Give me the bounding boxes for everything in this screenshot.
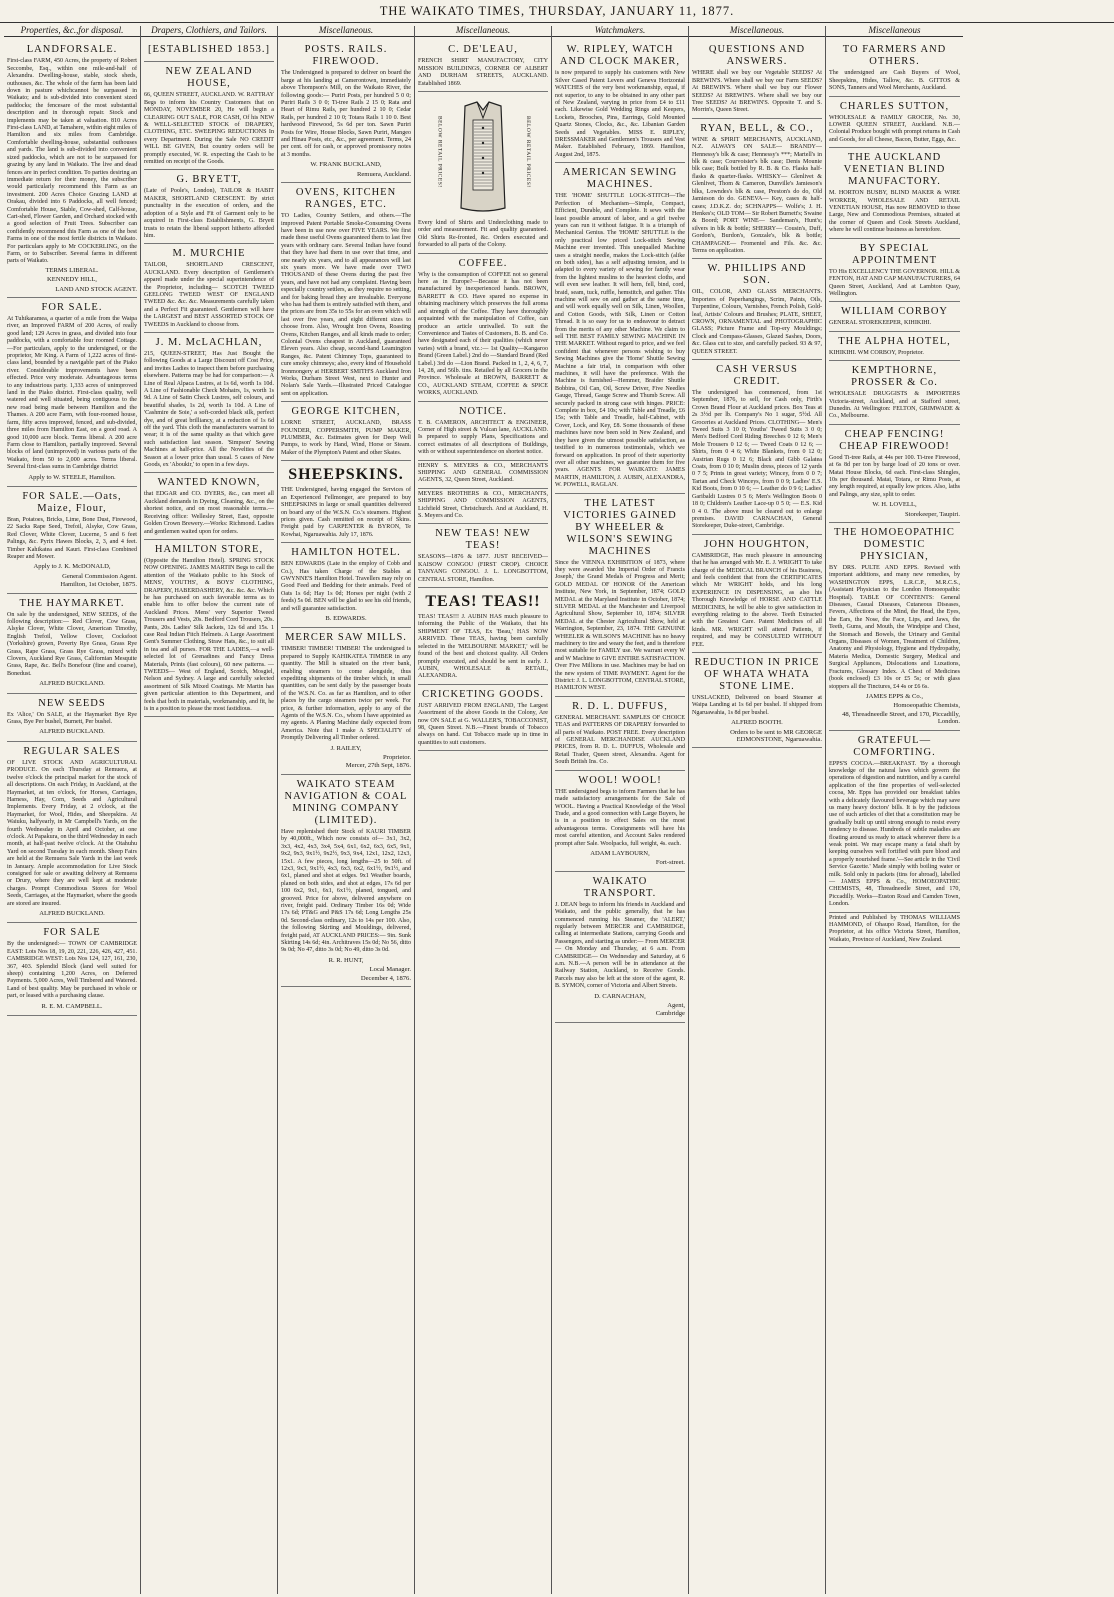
advertisement bbox=[692, 535, 822, 653]
ad-signature: Homoeopathic Chemists, bbox=[893, 702, 960, 710]
column-header: Miscellaneous. bbox=[278, 26, 414, 37]
ad-body: EPPS'S COCOA.—BREAKFAST. 'By a thorough knowledge of the natural laws which govern the operations of digestion and nutrition, and by a careful application of the fine properties of well-selected cocoa, Mr. Epps has provided our breakfast tables with a delicately flavoured beverage which may save us many heavy doctors' bills. It is by the judicious use of such articles of diet that a constitution may be gradually built up until strong enough to resist every tendency to disease. Hundreds of subtle maladies are floating around us ready to attack wherever there is a weak point. We may escape many a fatal shaft by keeping ourselves well fortified with pure blood and a properly nourished frame.'—See article in the 'Civil Service Gazette.' Made simply with boiling water or milk. Sold only in packets (tins for abroad), labelled— JAMES EPPS & Co., HOMOEOPATHIC CHEMISTS, 48, Threadneedle Street, and 170, Piccadilly. Works—Euston Road and Camden Town, London. bbox=[829, 760, 960, 908]
ad-title: WAIKATO TRANSPORT. bbox=[583, 875, 657, 899]
ad-signature: ALFRED BUCKLAND. bbox=[39, 680, 105, 688]
ad-title: FOR SALE. bbox=[41, 302, 103, 313]
advertisement bbox=[692, 40, 822, 118]
ad-title: GRATEFUL—COMFORTING. bbox=[853, 734, 936, 758]
ad-signature: 48, Threadneedle Street, and 170, Piccadilly, London. bbox=[842, 710, 960, 726]
advertisement bbox=[555, 771, 685, 872]
ad-body: At Tuhikaramea, a quarter of a mile from the Waipa river, an Improved FARM of 200 Acres, of really good land; 129 Acres in grass, and divided into four paddocks, with a comfortable four roomed Cottage.—For particulars, apply to the undersigned, or the proprietor, Mr King. A Farm of 1,222 acres of first-class land, bounded by a navigable part of the Piako river. Considerable improvements have been effected. Price very moderate. Advantageous terms to any industrious party. 1,333 acres of unimproved land in the Piako district. First-class quality, well watered and well situated, being contiguous to the new road being made between Hamilton and the Thames. A 200 acre Farm, with four-roomed house, farm, fifty acres improved, fenced, and sub-divided, three miles from Hamilton East, on a good road. A good 10,000 acre block. Terms liberal. A 200 acre Farm close to Hamilton, partially improved. Several blocks of land (unimproved) in various parts of the Waikato, from 50 to 2,000 acres. Terms liberal. Several first-class sums in Cambridge district bbox=[7, 316, 137, 471]
column-header: Miscellaneous. bbox=[689, 26, 825, 37]
ad-title: KEMPTHORNE, PROSSER & Co. bbox=[851, 365, 938, 389]
ad-body: Ex 'Alice,' On SALE, at the Haymarket Bye Rye Grass, Bye Per bushel, Burnett, Per bushel. bbox=[7, 711, 137, 726]
advertisement bbox=[281, 775, 411, 987]
advertisement bbox=[418, 40, 548, 92]
ad-body: THE Undersigned, having engaged the Services of an Experienced Fellmonger, are prepared to buy SHEEPSKINS in large or small quantities delivered on board any of the W.S.N. Co.'s steamers. Highest prices given. Cash remitted on receipt of Skins. Freight paid by CARPENTER & BYRON, Te Kowhai, Ngaruawahia. July 17, 1876. bbox=[281, 487, 411, 538]
ad-title: COFFEE. bbox=[458, 257, 508, 269]
ad-signature: D. CARNACHAN, bbox=[594, 992, 646, 1000]
ad-body: that EDGAR and CO. DYERS, &c., can meet all Auckland demands in Dyeing, Cleaning, &c., on the shortest notice, and on most reasonable terms.—Receiving office: Wellesley Street, East, opposite Golden Crown Brewery.—Works: Richmond. Ladies and gentlemen waited upon for orders. bbox=[144, 491, 274, 535]
ad-body: Good Ti-tree Rails, at 44s per 100. Ti-tree Firewood, at 6s 8d per ton by barge load of 20 tons or over. Matai House Blocks, 6d each. First-class Shingles, 10s per thousand. Matai, Totara, or Rimu Posts, at any length required, at equally low prices. Also, laths and Palings, any size, split to order. bbox=[829, 454, 960, 498]
ad-signature: KENNEDY HILL, bbox=[47, 276, 97, 284]
ad-body: The undersigned are Cash Buyers of Wool, Sheepskins, Hides, Tallow, &c. B. GITTOS & SONS, Tanners and Wool Merchants, Auckland. bbox=[829, 70, 960, 92]
ad-signature: Apply to W. STEELE, Hamilton. bbox=[28, 473, 116, 481]
advertisement bbox=[281, 183, 411, 402]
advertisement bbox=[281, 402, 411, 461]
ad-body: TIMBER! TIMBER! TIMBER! The undersigned is prepared to Supply KAHIKATEA TIMBER in any quantity. The Mill is situated on the river bank, enabling steamers to come alongside, thus expediting shipments of the timber which, in small quantities, can be sent daily by the passenger boats of the W.S.N. Co. as far as Hamilton, and to other places by the cargo steamers twice per week. For price, & further information, apply to any of the Agents of the W.S.N. Co., whom I have appointed as my agents. A Planing Machine daily expected from America. Note that I make A SPECIALITY of Promptly Delivering all Timber ordered. bbox=[281, 646, 411, 742]
column-header: Drapers, Clothiers, and Tailors. bbox=[141, 26, 277, 37]
ad-signature: Hamilton, 1st October, 1875. bbox=[60, 581, 137, 589]
ad-body: JUST ARRIVED FROM ENGLAND, The Largest Assortment of the above Goods in the Colony, Are now ON SALE at G. WALLER'S, TOBACCONIST, 98, Queen Street. N.B.—Finest brands of Tobacco always on hand. Cut Tobacco made up in time in quantities to suit customers. bbox=[418, 702, 548, 746]
advertisement bbox=[7, 40, 137, 298]
ad-signature: R. R. HUNT, bbox=[328, 956, 364, 964]
advertisement bbox=[418, 402, 548, 461]
ad-signature: Storekeeper, Taupiri. bbox=[905, 510, 960, 518]
ad-signature: W. FRANK BUCKLAND, bbox=[310, 161, 382, 169]
ad-body: OF LIVE STOCK AND AGRICULTURAL PRODUCE. On each Thursday at Remuera, at twelve o'clock the principal market for the stock of all descriptions. On each Friday, in Auckland, at the Haymarket, at ten o'clock, for Horses, Carriages, Harness, Hay, Corn, Seeds and Agricultural Implements. Every Friday, at 2 o'clock, at the Haymarket, for Wool, Hides, and Sheepskins. At Waiuku, halfyearly, in Mr Campbell's Yards, on the fourth Wednesday in April and October, at one o'clock. At Papakura, on the third Wednesday in each month, at half-past twelve o'clock. At the Otahuhu Yard on second Tuesday in each month. Sheep Fairs are held at the Remuera Sale Yards in the last week in January. Ample accommodation for Live Stock consigned for sale or awaiting delivery at Remuera or Drury, where they are well kept at moderate charges. Prompt Commodious Stores for Wool Seeds, Carriages, at the Haymarket, where the goods are stored are insured. bbox=[7, 759, 137, 907]
ad-title: WILLIAM CORBOY bbox=[840, 306, 949, 318]
newspaper-title: THE WAIKATO TIMES, THURSDAY, JANUARY 11, 1877. bbox=[379, 4, 735, 18]
ad-body: BY DRS. PULTE AND EPPS. Revised with important additions, and many new remedies, by WASHINGTON EPPS, L.R.C.P., M.R.C.S., (Assistant Physician to the London Homoeopathic Hospital). TABLE OF CONTENTS: General Diseases, Casual Diseases, Cutaneous Diseases, Fevers, Affections of the Mind, the Head, the Eyes, the Ears, the Nose, the Face, Lips, and Jaws, the Teeth, Gums, and Mouth, the Windpipe and Chest, the Stomach and Bowels, the Urinary and Genital Organs, Diseases of Women, Treatment of Children, Anatomy and Physiology, Hygiene and Hydropathy, Materia Medica, Domestic Surgery, Medical and Surgical Appliances, Dislocations and Luxations, Fractures, Glossary Index. A Chest of Medicines (book enclosed) £3 10s or £5 5s; or with glass stoppers all the Tinctures, £4 4s or £6 6s. bbox=[829, 565, 960, 690]
ad-footer: TERMS LIBERAL. bbox=[45, 266, 99, 274]
ad-signature: ALFRED BOOTH. bbox=[731, 719, 783, 727]
ad-title: CHEAP FENCING! CHEAP FIREWOOD! bbox=[839, 428, 950, 452]
advertisement bbox=[829, 523, 960, 731]
ad-title: THE HAYMARKET. bbox=[19, 597, 125, 609]
advertisement bbox=[281, 40, 411, 183]
ad-signature: Local Manager. bbox=[369, 966, 411, 974]
ad-body: TEAS! TEAS!!! J. AUBIN HAS much pleasure to informing the Public of the Waikato, that his SHIPMENT OF TEAS, Ex 'Beau,' HAS NOW ARRIVED. These TEAS, having been carefully selected in the 'MELBOURNE MARKET,' will be found of the best and choicest quality. All Orders promptly executed, and should be sent in early. J. AUBIN, WHOLESALE & RETAIL, ALEXANDRA. bbox=[418, 614, 548, 680]
ad-body: OIL, COLOR, AND GLASS MERCHANTS. Importers of Paperhangings, Scrim, Paints, Oils, Turpentine, Colours, Varnishes, French Polish, Gold-leaf, Artists' Colours and Brushes; PLATE, SHEET, CROWN, ORNAMENTAL and PHOTOGRAPHIC GLASS; Picture Frame and Top-ery Mouldings; Clock and Compass-Glasses, Glazed Sashes, Doors, &c. Glass cut to size, and carefully packed. 93 & 97, QUEEN STREET. bbox=[692, 289, 822, 355]
ad-body: TAILOR, SHORTLAND CRESCENT, AUCKLAND. Every description of Gentlemen's apparel made under the special superintendence of the Proprietor, including— SCOTCH TWEED GEELONG TWEED WEST OF ENGLAND TWEED &c. &c. &c. Measurements carefully taken and a Perfect Fit guaranteed. Gentlemen will have the LARGEST and BEST ASSORTED STOCK OF TWEEDS in Auckland to choose from. bbox=[144, 262, 274, 328]
ad-signature: Agent, bbox=[667, 1002, 685, 1010]
ad-title: RYAN, BELL, & CO., bbox=[700, 122, 814, 134]
ad-body: LORNE STREET, AUCKLAND, BRASS FOUNDER, COPPERSMITH, PUMP MAKER, PLUMBER, &c. Estimates given for Deep Well Pumps, to work by Hand, Wind, Horse or Steam. Maker of the Plympton's Patent and other Skates. bbox=[281, 420, 411, 456]
ad-title: MERCER SAW MILLS. bbox=[285, 632, 407, 644]
ad-title: BY SPECIAL APPOINTMENT bbox=[851, 242, 938, 266]
ad-title: TEAS! TEAS!! bbox=[425, 593, 541, 611]
ad-title: GEORGE KITCHEN, bbox=[291, 406, 401, 418]
ad-signature: ADAM LAYBOURN, bbox=[590, 849, 650, 857]
ad-body: CAMBRIDGE, Has much pleasure in announcing that he has arranged with Mr. E. J. WRIGHT To take charge of the MEDICAL BRANCH of his Business, and feels confident that from the CERTIFICATES which Mr WRIGHT holds, and his long EXPERIENCE IN DISPENSING, as also his Thorough Knowledge of HORSE AND CATTLE MEDICINES, he will be able to give satisfaction in everything relating to the above. Teeth Extracted with the Greatest Care. Patent Medicines of all kinds. MR. WRIGHT will attend Patients, if required, and may be CONSULTED WITHOUT FEE. bbox=[692, 552, 822, 648]
right-caption: BELOW RETAIL PRICES! bbox=[525, 116, 531, 188]
ad-title: FOR SALE bbox=[43, 927, 101, 939]
advertisement bbox=[281, 543, 411, 628]
column-2 bbox=[141, 26, 278, 1594]
ad-signature: Fort-street. bbox=[655, 859, 685, 867]
ad-title: HAMILTON HOTEL. bbox=[291, 547, 401, 559]
ad-title: CHARLES SUTTON, bbox=[839, 100, 950, 112]
ad-title: THE LATEST VICTORIES GAINED BY WHEELER & WILSON'S SEWING MACHINES bbox=[563, 497, 677, 557]
ad-signature: December 4, 1876. bbox=[360, 974, 411, 982]
ad-body: Why is the consumption of COFFEE not so general here as in Europe?—Because it has not been manufactured by inexperienced hands. BROWN, BARRETT & CO. Have spared no expense in obtaining machinery which preserves the full aroma and strength of the Coffee. They have thoroughly acquainted with the manipulation of Coffee, can produce an article unrivalled. To suit the Convenience and Tastes of Customers, B. B. and Co. have designated each of their qualities (which never varies) with a brand, viz.:— 1st Quality—Kangaroo Brand (Green Label.) 2nd do —Standard Brand (Red Label.) 3rd do —Lion Brand. Packed in 1, 2, 4, 6, 7, 14, 28, and 56lb. tins. Retailed by all Grocers in the Province. Wholesale at BROWN, BARRETT & CO., AUCKLAND STEAM, COFFEE & SPICE WORKS, AUCKLAND. bbox=[418, 271, 548, 397]
ad-body: Every kind of Shirts and Underclothing made to order and measurement. Fit and quality guaranteed. Old Shirts Re-fronted, &c. Orders executed and forwarded to all parts of the Colony. bbox=[418, 220, 548, 249]
ad-signature: Apply to J. K. McDONALD, bbox=[33, 563, 111, 571]
ad-title: REGULAR SALES bbox=[23, 745, 121, 757]
advertisement bbox=[418, 92, 548, 254]
ad-body: J. DEAN begs to inform his friends in Auckland and Waikato, and the public generally, that he has commenced running his Steamer, the 'ALERT,' regularly between MERCER and CAMBRIDGE, calling at intermediate Stations, carrying Goods and Passengers, and starting as under:— From MERCER— On Monday and Thursday, at 6 a.m. From CAMBRIDGE— On Wednesday and Saturday, at 6 a.m. N.B.—A person will be in attendance at the Railway Station, Auckland, to Receive Goods. Parcels may also be left at the store of the agent, R. B. SYMON, corner of Victoria and Albert Streets. bbox=[555, 901, 685, 990]
ad-signature: Mercer, 27th Sept, 1876. bbox=[345, 762, 411, 770]
advertisement bbox=[692, 259, 822, 360]
advertisement bbox=[692, 653, 822, 748]
columns-container bbox=[4, 26, 1110, 1594]
ad-body: WHERE shall we buy our Vegetable SEEDS? At BREWIN'S. Where shall we buy our Farm SEEDS? At BREWIN'S. Where shall we buy our Flower SEEDS? At BREWIN'S. Where shall we buy our Tree SEEDS? At BREWIN'S. Opposite T. and S. Morrin's, Queen Street. bbox=[692, 70, 822, 114]
advertisement bbox=[829, 425, 960, 523]
ad-title: WOOL! WOOL! bbox=[578, 774, 662, 786]
ad-title: [ESTABLISHED 1853.] bbox=[148, 44, 270, 56]
ad-signature: B. EDWARDS. bbox=[325, 614, 367, 622]
ad-body: 66, QUEEN STREET, AUCKLAND. W. RATTRAY Begs to inform his Country Customers that on MONDAY, NOVEMBER 20, He will begin a CLEARING OUT SALE, FOR CASH, Of his NEW & WELL-SELECTED STOCK of DRAPERY, CLOTHING, ETC. SWEEPING REDUCTIONS In every Department. During the Sale NO CREDIT WILL BE GIVEN, But country orders will be promptly executed, W. R. expecting the Cash to be remitted on receipt of the Goods. bbox=[144, 92, 274, 166]
ad-body: BEN EDWARDS (Late in the employ of Cobb and Co.), Has taken Charge of the Stables at GWYNNE'S Hamilton Hotel. Travellers may rely on Good Feed and Bedding for their animals. Feed of Oats 1s 6d; Hay 1s 0d; Horses per night (with 2 feeds) 5s 0d. BEN will be glad to see his old friends, and will guarantee satisfaction. bbox=[281, 561, 411, 612]
ad-title: POSTS. RAILS. FIREWOOD. bbox=[304, 44, 388, 68]
ad-signature: R. E. M. CAMPBELL. bbox=[41, 1002, 103, 1010]
ad-title: CASH VERSUS CREDIT. bbox=[716, 364, 798, 387]
ad-title: JOHN HOUGHTON, bbox=[704, 538, 810, 550]
column-7 bbox=[826, 26, 963, 1594]
advertisement bbox=[829, 332, 960, 361]
advertisement bbox=[281, 461, 411, 543]
advertisement bbox=[144, 170, 274, 244]
ad-body: T. B. CAMERON, ARCHITECT & ENGINEER, Corner of High street & Vulcan lane, AUCKLAND. Is prepared to supply Plans, Specifications and correct estimates of all descriptions of Buildings, with or without superintendence on shortest notice. bbox=[418, 419, 548, 456]
advertisement bbox=[555, 494, 685, 697]
ad-signature: Orders to be sent to MR GEORGE EDMONSTONE, Ngaruawahia. bbox=[730, 728, 822, 744]
advertisement bbox=[7, 594, 137, 694]
advertisement bbox=[829, 731, 960, 913]
ad-body: THE undersigned begs to inform Farmers that he has made satisfactory arrangements for the Sale of WOOL. Having a Practical Knowledge of the Wool Trade, and a good connection with Large Buyers, he is in a position to effect Sales on the most advantageous terms. Consignments will have his most careful attention, and Account Sales rendered prompt after Sale. Woolpacks, full weight, 4s. each. bbox=[555, 788, 685, 847]
ad-title: WANTED KNOWN, bbox=[157, 477, 261, 489]
advertisement bbox=[555, 872, 685, 1023]
ad-body: (Opposite the Hamilton Hotel). SPRING STOCK NOW OPENING. JAMES MARTIN Begs to call the attention of the Waikato public to his Stock of MENS', YOUTHS', & BOYS' CLOTHING, DRAPERY, HABERDASHERY, &c. &c. &c. Which he has purchased on such favorable terms as to enable him to offer below the current rate of Auckland Prices. Mens' very Superior Tweed Trousers and Vests, 20s. Bedford Cord Trousers, 20s. Pants, 20s. Ladies' Silk Jackets, 12s 6d and 15s. 1 case Real Indian Fitch Helmets. A Large Assortment Gent's Summer Clothing, Straw Hats, &c., to suit all in tea and all purses. FOR THE LADIES,—a well-selected lot of Grenadines and Fancy Dress Materials, Prints (fast colours), 60 new patterns. —TWEEDS— West of England, Scotch, Mosgiel, Nelson and Sydney. A large and carefully selected assortment of Silk Mixed Coatings. Mr Martin has given particular attention to this Department, and feels that both in materials, workmanship, and fit, he is in a position to please the most fastidious. bbox=[144, 557, 274, 713]
advertisement bbox=[692, 360, 822, 535]
advertisement bbox=[829, 239, 960, 303]
ad-title: LANDFORSALE. bbox=[26, 44, 118, 56]
ad-body: GENERAL STOREKEEPER, KIHIKIHI. bbox=[829, 320, 932, 327]
advertisement bbox=[144, 40, 274, 62]
ad-body: TO Ladies, Country Settlers, and others.—The improved Patent Portable Smoke-Consuming Ovens have been in use now over FIVE YEARS. We first made these useful Ovens guaranteed them to last five years with ordinary care. Several Indian have found that they have had them in use over that time, and one nearly six years, and to all appearances will last six years more. We have made over TWO THOUSAND of these Ovens during the past five years, and have not had any complaint. Having been especially country settlers, as they require no setting, and for baking bread they are invaluable. Everyone who has had them is entirely satisfied with them, and the prices are from 35s to 55s for an oven which will last over five years, and eight different sizes to choose from. Also, Wrought Iron Ovens, Roasting Ovens, Kitchen Ranges, and all kinds made to order; Colonial Ovens cheapest in Auckland, guaranteed Eleven years. Also cheap, second-hand Leamington Ranges, &c. Patent Chimney Tops, guaranteed to cure smoky chimneys; also, every kind of Household Ironmongery at HERBERT SMITH'S Auckland Iron Works, Durham Street West, next to Hunter and Nolan's Sale Yards.—Illustrated Priced Catalogue sent on application. bbox=[281, 213, 411, 397]
ad-title: WAIKATO STEAM NAVIGATION & COAL MINING COMPANY (LIMITED). bbox=[284, 778, 408, 826]
advertisement bbox=[555, 163, 685, 493]
shirt-illustration bbox=[435, 98, 531, 216]
ad-title: CRICKETING GOODS. bbox=[422, 688, 544, 700]
ad-body: (Late of Poole's, London), TAILOR & HABIT MAKER, SHORTLAND CRESCENT. By strict punctuality in the execution of orders, and the adoption of a Style and Fit of Garment only to be acquired in First-class Establishments, G. Bryett trusts to retain the liberal support hitherto afforded him. bbox=[144, 188, 274, 239]
ad-title: NOTICE. bbox=[458, 405, 508, 417]
column-4 bbox=[415, 26, 552, 1594]
ad-body: By the undersigned:— TOWN OF CAMBRIDGE EAST: Lots Nos 18, 19, 20, 221, 226, 426, 427, 451. CAMBRIDGE WEST: Lots Nos 124, 127, 161, 230, 367, 403. Splendid Block (land well suited for sheep) containing 1,200 Acres, on Deferred Payments. 5,000 Acres, Well Timbered and Watered. Land of best quality. May be purchased in whole or part, or leased with a purchasing clause. bbox=[7, 941, 137, 1000]
ad-title: NEW SEEDS bbox=[38, 697, 106, 709]
ad-title: SHEEPSKINS. bbox=[288, 466, 404, 484]
ad-signature: Cambridge bbox=[655, 1010, 685, 1018]
ad-signature: W. H. LOVELL, bbox=[872, 501, 917, 509]
advertisement bbox=[829, 148, 960, 238]
column-1 bbox=[4, 26, 141, 1594]
ad-signature: Remuera, Auckland. bbox=[356, 170, 411, 178]
ad-title: AMERICAN SEWING MACHINES. bbox=[562, 167, 678, 191]
ad-signature: ALFRED BUCKLAND. bbox=[39, 910, 105, 917]
advertisement bbox=[144, 62, 274, 170]
ad-title: THE ALPHA HOTEL, bbox=[838, 335, 951, 347]
ad-body: THE 'HOME' SHUTTLE LOCK-STITCH—The Perfection of Mechanism—Simple, Compact, Efficient, Durable, and Complete. It sews with the least possible amount of labor, and a girl twelve years can run it without fatigue. It is a triumph of Mechanical Genius. The 'HOME' SHUTTLE is the only practical low priced Lock-stitch Sewing Machine ever invented. This unequalled Machine uses a straight needle, makes the Lock-stitch (alike on both sides), has a self adjusting tension, and is adapted to every variety of sewing for family wear from the lightest muslins to the heaviest cloths, and will even sew leather. It will hem, fell, bind, cord, braid, seam, tuck, ruffle, hemstitch, and gather. This machine will sew on and gather at the same time, and will work equally well on Silk, Linen, Woollen, and Cotton Goods, with Silk, Linen or Cotton Thread. It is so easy for us to endeavour to detract from the merits of any other Machine. We claim to sell THE BEST FAMILY SEWING MACHINE IN THE MARKET. Without regard to price, and we feel confident that whenever persons wishing to buy Sewing Machines give the 'Home' Shuttle Sewing Machine a fair trial, in comparison with other machines, it will have the preference. With the Machine is furnished—Hemmer, Braider Shuttle Bobbins, Oil Can, Oil, Screw Driver, Five Needles Gauge, Thread, Gauge Screw and Thumb Screw. All securely packed in strong case with hinges. PRICE: Complete in box, £4 10s; with Table and Treadle, £6 15s; with Table and Treadle, half-Cabinet, with Cover, Lock, and Key, £8. Some thousands of these machines have now been sold in New Zealand, and they have given the utmost possible satisfaction, as testified to in numerous testimonials, which we forward on application. In proof of their superiority over all other machines, we guarantee them for five years. AGENTS FOR WAIKATO: JAMES MARTIN, HAMILTON, J. AUBIN, ALEXANDRA, W. POWELL, RAGLAN. bbox=[555, 193, 685, 489]
ad-body: Printed and Published by THOMAS WILLIAMS HAMMOND, of Ohaupo Road, Hamilton, for the Proprietor, at his office Victoria Street, Hamilton, Waikato, Province of Auckland, New Zealand. bbox=[829, 914, 960, 943]
ad-body: UNSLACKED, Delivered on board Steamer at Waipa Landing at 1s 6d per bushel. If shipped from Ngaruawahia, 1s 8d per bushel. bbox=[692, 695, 822, 716]
advertisement bbox=[555, 697, 685, 771]
ad-body: is now prepared to supply his customers with New Silver Cased Patent Levers and Geneva Horizontal WATCHES of the very best workmanship, equal, if not superior, to any to be obtained in any other part of New Zealand, varying in price from £4 to £11 each. Likewise Gold Wedding Rings and Keepers, Lockets, Brooches, Pins, Earrings, Gold Mounted Quartz Stones, Clocks, &c., &c. Libanian Garden Seeds and Vegetables. MISS E. RIPLEY, DRESSMAKER and Gentlemen's Trousers and Vest Maker. Established February, 1869. Hamilton, August 2nd, 1875. bbox=[555, 70, 685, 158]
ad-title: TO FARMERS AND OTHERS. bbox=[842, 44, 947, 68]
column-6 bbox=[689, 26, 826, 1594]
advertisement bbox=[7, 923, 137, 1016]
ad-body: The undersigned has commenced, from 1st September, 1876, to sell, for Cash only, Firth's Crown Brand Flour at Auckland prices. Box Teas at 2s 3½d per lb. Company's No 1 sugar, 5½d. All Groceries at Auckland Prices. CLOTHING— Men's Tweed Suits 3 10 0; Youths' Tweed Suits 3 0 0; Men's Bedford Cord Riding Breeches 0 12 6; Men's Mole Trousers 0 12 6; — Tweed Coats 0 12 6; — Shirts, from 0 4 6; White Blankets, from 0 12 0; Austrian Rugs 0 12 6; Black and Gibb Galatea Coats, from 0 10 0; Muslin dress, pieces of 12 yards 0 7 5; Prints in great variety; Wincey, from 0 0 7; Tartan and Check Winceys, from 0 0 9; Ladies' E.S. Kid Boots, from 0 10 6; — Leather do 0 9 6; Ladies' Garibaldi Lustres 0 5 6; Men's Wellington Boots 0 18 0; Children's Leather Lace-up 0 5 0; — E.S. Kid 0 4 0. The above must be cleared out to enlarge premises. DAVID CARNACHAN, General Storekeeper, Duke-street, Cambridge. bbox=[692, 390, 822, 530]
ad-body: MEYERS BROTHERS & CO., MERCHANTS, SHIPPING AND COMMISSION AGENTS, Lichfield Street, Christchurch. And at Auckland, H. S. Meyers and Co. bbox=[418, 490, 548, 520]
ad-signature: JAMES EPPS & Co., bbox=[866, 692, 923, 700]
ad-body: WHOLESALE DRUGGISTS & IMPORTERS Victoria-street, Auckland, and at Stafford street, Dunedin. At Wellington: FELTON, GRIMWADE & Co., Melbourne. bbox=[829, 391, 960, 420]
ad-body: FRENCH SHIRT MANUFACTORY, CITY MISSION BUILDINGS, CORNER OF ALBERT AND DURHAM STREETS, AUCKLAND. Established 1869. bbox=[418, 58, 548, 87]
advertisement bbox=[7, 298, 137, 487]
ad-title: M. MURCHIE bbox=[172, 248, 246, 260]
ad-title: C. DE'LEAU, bbox=[448, 44, 518, 56]
advertisement bbox=[829, 913, 960, 949]
ad-signature: ALFRED BUCKLAND. bbox=[39, 728, 105, 736]
advertisement bbox=[281, 628, 411, 775]
column-header: Miscellaneous. bbox=[415, 26, 551, 37]
advertisement bbox=[7, 487, 137, 594]
ad-body: KIHIKIHI. WM CORBOY, Proprietor. bbox=[829, 349, 924, 356]
advertisement bbox=[555, 40, 685, 163]
column-header: Watchmakers. bbox=[552, 26, 688, 37]
ad-body: M. HORTON BUSBY, BLIND MAKER & WIRE WORKER, WHOLESALE AND RETAIL VENETIAN HOUSE, Has now REMOVED to those Large, New and Commodious Premises, situated at the corner of Queen and Cook Streets Auckland, where he will continue business as heretofore. bbox=[829, 190, 960, 234]
ad-title: THE AUCKLAND VENETIAN BLIND MANUFACTORY. bbox=[843, 152, 946, 188]
shirt-icon bbox=[435, 98, 531, 216]
ad-title: R. D. L. DUFFUS, bbox=[572, 700, 668, 712]
ad-title: NEW TEAS! NEW TEAS! bbox=[435, 528, 531, 552]
ad-body: WHOLESALE & FAMILY GROCER, No. 30, LOWER QUEEN STREET, Auckland. N.B.—Colonial Produce bought with prompt returns in Cash and Goods, for all Cheese, Bacon, Butter, Eggs, &c. bbox=[829, 114, 960, 143]
ad-body: First-class FARM, 450 Acres, the property of Robert Seccombe, Esq., within one mile-and-half of Alexandra. Dwelling-house, stable, stock sheds, outhouses, &c. The whole of the farm has been laid down in pasture whichcannot be surpassed in Waikato; and is sub-divided into convenient sized paddocks; the fencesare of the most substantial description and in thorough repair. Stock and implements may be taken at valuation. 810 Acres First-class LAND, at Tamahere, within eight miles of Hamilton and six miles from Cambridge. Comfortable dwelling-house, substantial outhouses and yards. The land is sub-divided into convenient sized paddocks, which are not to be surpassed for grazing by any land in Waikato. The live and dead fences are in perfect condition. To parties desiring an immediate return for their money, the subscriber would particularly recommend this Farm as an investment. 200 Acres Choice Grazing LAND at Orakau, divided into 6 Paddocks, all well fenced; Comfortable House, Stable, Cow-shed, Calf-house, Cart-shed, Flower Garden, and Orchard stocked with a good selection of Fruit Trees. Subscriber can confidently recommend this Farm as one of the best Farms in one of the most fertile districts in Waikato. For particulars apply to Mr COCKERLING, on the Farm, or to Subscriber. Several farms in different parts of Waikato. bbox=[7, 58, 137, 265]
ad-title: REDUCTION IN PRICE OF WHATA WHATA STONE LIME. bbox=[694, 657, 820, 692]
ad-title: OVENS, KITCHEN RANGES, ETC. bbox=[295, 187, 397, 211]
advertisement bbox=[692, 119, 822, 260]
advertisement bbox=[144, 473, 274, 539]
advertisement bbox=[829, 40, 960, 96]
ad-body: TO His EXCELLENCY THE GOVERNOR. HILL & FENTON, HAT AND CAP MANUFACTURERS, 64 Queen Street, Auckland, And at Lambton Quay, Wellington. bbox=[829, 268, 960, 297]
ad-body: SEASONS—1876 & 1877. JUST RECEIVED— KAISOW CONGOU (FIRST CROP). CHOICE TANYANG CONGOU. J. L. LONGBOTTOM, CENTRAL STORE, Hamilton. bbox=[418, 554, 548, 583]
ad-title: QUESTIONS AND ANSWERS. bbox=[708, 44, 806, 68]
ad-body: Bran, Potatoes, Bricks, Lime, Bone Dust, Firewood, 22 Sacks Rape Seed, Trefoil, Alsyke, Cow Grass, Red Clover, White Clover, Lucerne, 5 and 6 feet Palings, &c. Pyrix Hawes Blocks, 2, 3, and 4 feet. Timber Kahikatea and Kauri. First-class Combined Reaper and Mower. bbox=[7, 516, 137, 560]
ad-title: W. RIPLEY, WATCH AND CLOCK MAKER, bbox=[559, 44, 681, 68]
ad-title: W. PHILLIPS AND SON. bbox=[707, 263, 807, 287]
advertisement bbox=[418, 524, 548, 588]
ad-signature: LAND AND STOCK AGENT. bbox=[55, 285, 137, 293]
column-5 bbox=[552, 26, 689, 1594]
ad-body: Have replenished their Stock of KAURI TIMBER by 40,000ft., Which now consists of— 3x1, 3x2, 3x3, 4x2, 4x3, 3x4, 5x4, 6x1, 6x2, 6x3, 6x5, 9x1, 9x2, 9x3, 9x1½, 9x2½, 9x3, 9x4, 12x1, 12x2, 12x3, 15x1. A few pieces, long lengths—25 to 50ft. of 12x3, 9x3, 9x1½, 4x3, 6x3, 6x2, 6x1½, 9x1½, and 6x1, planed and shot at edges. 9x1 Weather boards, planed on both sides, and shot at edges, 17s 6d per 100 6x2, 9x1, 6x1, 6x1½, planed, tongued, and grooved. Price for above, delivered anywhere on river, freight paid. Ordinary Timber 16s 0d; Wide 17s 6d; PT&G and P&S 17s 6d; Long Lengths 25s 0d. Second-class ordinary, 12s to 14s per 100. Also, the following Skirting and Mouldings, delivered, freight paid, AT AUCKLAND PRICES:— 9in. Sunk Skirting 14s 6d; 4in. Architraves 15s 0d; No 56, ditto 9s 0d; No 47, ditto 3s 0d; No 49, ditto 3s 0d. bbox=[281, 828, 411, 954]
advertisement bbox=[144, 540, 274, 718]
ad-body: 215, QUEEN-STREET, Has Just Bought the following Goods at a Large Discount off Cost Price, and invites Ladies to inspect them before purchasing elsewhere. Patterns may be had for comparison:— A Line of Real Alpaca Lustres, at 1s 6d, worth 1s 10d. A Line of Fashionable Check Mohairs, 1s, worth 1s 9d. A Line of Satin Check Lustres, self colours, and beautiful shades, 1s 2d, worth 1s 10d. A Line of 'Cashmire de Soie,' a soft-corded black silk, perfect dye, and of great brilliancy, at a reduction of 1s 6d off the yard. This cloth the manufacturers warrant to wear; it is of the same quality as that which gave such satisfaction last season. 'Simpson' Sewing Machines at half-price. All the Novelties of the Season at a lower price than usual. 5 cases of New Goods, ex 'Aboukir,' to open in a few days. bbox=[144, 350, 274, 469]
masthead bbox=[0, 0, 1114, 23]
advertisement bbox=[418, 489, 548, 525]
ad-title: J. M. McLACHLAN, bbox=[155, 336, 263, 348]
advertisement bbox=[418, 685, 548, 751]
ad-body: The Undersigned is prepared to deliver on board the barge at his landing at Camerontown, immediately above Thompson's Mill, on the Waikato River, the following goods:— Puriri Posts, per hundred 5 0 0; Puriri Rails 3 0 0; Ti-tree Rails 2 15 0; Rata and Heart of Rimu Rails, per hundred 2 10 0; Cedar Rails, per hundred 2 10 0; Totara Rails 1 10 0. Best hardwood Firewood, 5s 6d per ton. Sawn Puriri Posts for Wire, House Blocks, Sawn Puriri, Mangeo and Hinau Posts, etc., &c., per agreement. Terms, 24 per cent. off for cash, or approved promissory notes at 3 months. bbox=[281, 70, 411, 158]
column-3 bbox=[278, 26, 415, 1594]
ad-signature: General Commission Agent. bbox=[62, 572, 137, 580]
advertisement bbox=[7, 742, 137, 924]
ad-title: FOR SALE.—Oats, Maize, Flour, bbox=[22, 490, 122, 514]
ad-body: Since the VIENNA EXHIBITION of 1873, where they were awarded 'the Imperial Order of Francis Joseph,' the Grand Medals of Progress and Merit; GOLD MEDAL OF HONOR Of the American Institute, New York, in September, 1874; GOLD MEDAL at the Maryland Institute in October, 1874; SILVER MEDAL at the Manchester and Liverpool Agricultural Show, September 10, 1874; SILVER MEDAL at the Chester Agricultural Show, held at Warrington, September, 23, 1874. THE GENUINE WHEELER & WILSON'S MACHINE has no heavy machinery to tire and weary the feet, and is therefore most suitable for FAMILY use. We warrant every W and W Machine to GIVE ENTIRE SATISFACTION. Over Five Millions in use. Machines may be had on the new system of TIME PAYMENT. Agent for the District: J. L. LONGBOTTOM, CENTRAL STORE, HAMILTON WEST. bbox=[555, 559, 685, 692]
ad-body: HENRY S. MEYERS & CO., MERCHANTS SHIPPING AND GENERAL COMMISSION AGENTS, 32, Queen Street, Auckland. bbox=[418, 462, 548, 484]
column-header: Properties, &c.,for disposal. bbox=[4, 26, 140, 37]
advertisement bbox=[418, 461, 548, 489]
ad-body: WINE & SPIRIT MERCHANTS, AUCKLAND, N.Z. ALWAYS ON SALE— BRANDY— Hennessy's blk & case; Hennessy's ***; Martell's in blk & case; Courvoisier's blk case; Denis Mounie blk case; Bulk bottled by R. B. & Co. Flasks half-flasks & quarter-flasks. WHISKY— Glenlivet & Glenlivet, Thom & Cameron, Dunville's Jamieson's blks, Lowndes's blk & case, Preston's do do, Old Jamieson do do. GENEVA— Key, cases & half-cases; J.D.K.Z. do; SCHNAPPS— Wolfe's; J. H. Henkes's; OLD TOM— Sir Robert Burnett's; Swaine & Boord; PORT WINE— Sandeman's, Hunt's; silvers in blk & bottle; SHERRY— Cousin's, Duff, Gordon's, Burdon's, Gonzale's, blk & bottle; CHAMPAGNE— Fromentel and Fils. &c. &c. Terms on application. bbox=[692, 136, 822, 254]
advertisement bbox=[418, 588, 548, 685]
left-caption: BELOW RETAIL PRICES! bbox=[436, 116, 443, 188]
ad-title: NEW ZEALAND HOUSE, bbox=[165, 66, 253, 90]
ad-title: G. BRYETT, bbox=[176, 174, 242, 186]
ad-title: HAMILTON STORE, bbox=[154, 543, 264, 555]
advertisement bbox=[7, 694, 137, 742]
ad-body: GENERAL MERCHANT. SAMPLES OF CHOICE TEAS and PATTERNS OF DRAPERY forwarded to all parts of Waikato. POST FREE. Every description of GENERAL MERCHANDISE AUCKLAND PRICES, from R. D. L. DUFFUS, Wholesale and Retail Trader, Queen street, Alexandra. Agent for South British Ins. Co. bbox=[555, 714, 685, 766]
advertisement bbox=[418, 254, 548, 402]
ad-signature: J. RAILEY, bbox=[330, 744, 362, 752]
advertisement bbox=[829, 302, 960, 331]
advertisement bbox=[144, 244, 274, 333]
advertisement bbox=[829, 361, 960, 425]
advertisement bbox=[829, 97, 960, 149]
column-header: Miscellaneous bbox=[826, 26, 963, 37]
ad-body: On sale by the undersigned, NEW SEEDS, of the following description:— Red Clover, Cow Grass, Alsyke Clover, White Clover, American Timothy, English Trefoil, Yellow Clover, Cocksfoot (Yorkshire) grown, Poverty Rye Grass, Grass Rye Grass, Rape Grass, Grass Rye Grass, mixed with Clovers, Auckland Rye Grass, Californian Mesquite Grass, Rape, &c. Bell's Bonefour (fine and coarse), Bonedust. bbox=[7, 611, 137, 677]
ad-title: THE HOMOEOPATHIC DOMESTIC PHYSICIAN, bbox=[834, 527, 955, 562]
ad-signature: Proprietor. bbox=[382, 754, 411, 762]
advertisement bbox=[144, 333, 274, 474]
